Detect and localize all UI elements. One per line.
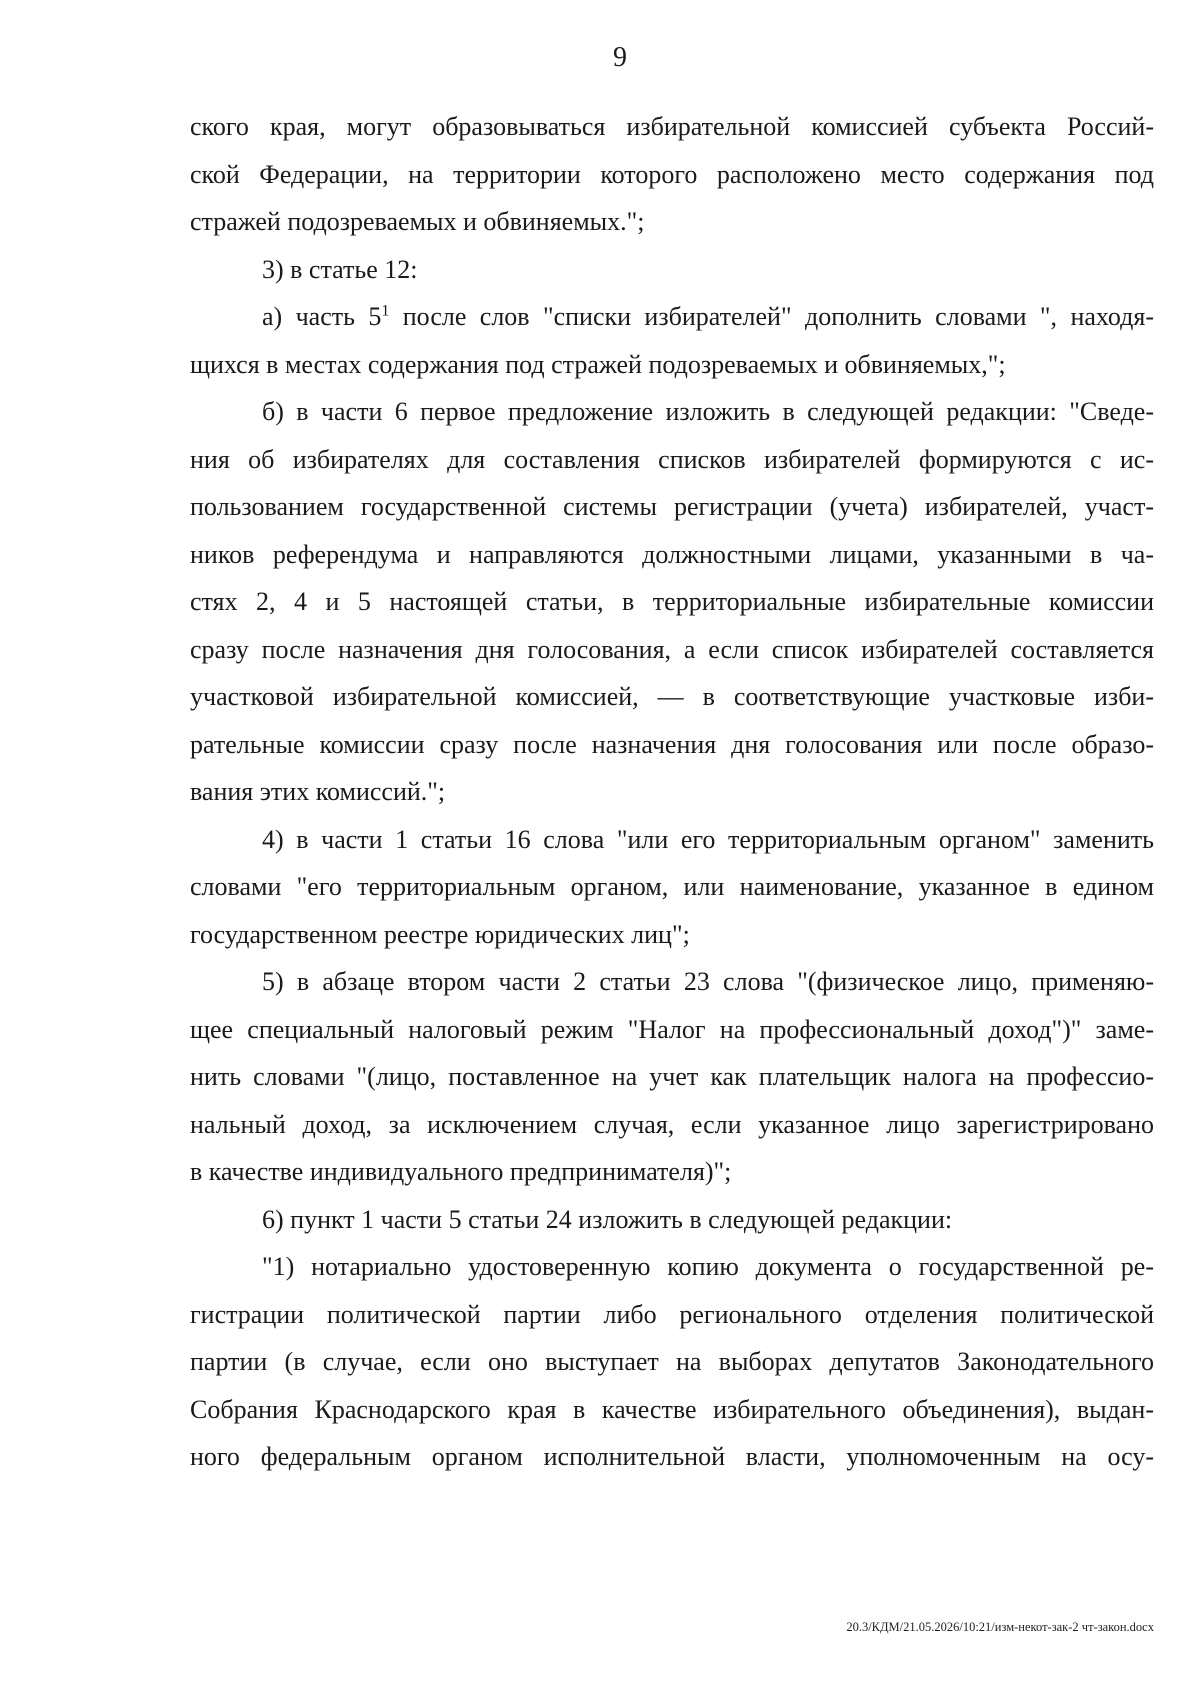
text-line: рательные комиссии сразу после назначения дня голосования или после образо- — [190, 729, 1154, 759]
text-line: "1) нотариально удостоверенную копию документа о государственной ре- — [262, 1252, 1154, 1281]
text-line: 4) в части 1 статьи 16 слова "или его территориальным органом" заменить — [262, 824, 1154, 854]
text-line: в качестве индивидуального предпринимателя)"; — [190, 1157, 732, 1186]
text-line: стражей подозреваемых и обвиняемых."; — [190, 207, 645, 236]
text-line: нить словами "(лицо, поставленное на учет как плательщик налога на профессио- — [190, 1062, 1154, 1091]
superscript: 1 — [381, 302, 390, 320]
text-line: стях 2, 4 и 5 настоящей статьи, в территориальные избирательные комиссии — [190, 587, 1154, 616]
text-line: ников референдума и направляются должностными лицами, указанными в ча- — [190, 539, 1154, 569]
text-line: партии (в случае, если оно выступает на выборах депутатов Законодательного — [190, 1347, 1154, 1376]
text-line: участковой избирательной комиссией, — в соответствующие участковые изби- — [190, 682, 1154, 711]
text-line: ного федеральным органом исполнительной власти, уполномоченным на осу- — [190, 1442, 1154, 1471]
text-line: государственном реестре юридических лиц"; — [190, 919, 690, 949]
text-line: пользованием государственной системы регистрации (учета) избирателей, участ- — [190, 492, 1154, 521]
text-segment: после слов "списки избирателей" дополнить словами ", находя- — [389, 302, 1155, 331]
paragraph-item-3a — [190, 293, 1154, 388]
text-line: 3) в статье 12: — [262, 254, 418, 284]
paragraph-item-6 — [190, 1196, 1154, 1244]
text-line: Собрания Краснодарского края в качестве избирательного объединения), выдан- — [190, 1394, 1154, 1424]
paragraph-item-5 — [190, 958, 1154, 1196]
text-line: 6) пункт 1 части 5 статьи 24 изложить в следующей редакции: — [262, 1204, 953, 1234]
paragraph-continuation — [190, 103, 1154, 246]
paragraph-item-3b — [190, 388, 1154, 816]
paragraph-quoted-wording — [190, 1243, 1154, 1481]
text-line: нальный доход, за исключением случая, если указанное лицо зарегистрировано — [190, 1109, 1154, 1139]
document-footer-filename: 20.3/КДМ/21.05.2026/10:21/изм-некот-зак-2 чт-закон.docx — [846, 1620, 1154, 1634]
text-segment: а) часть 5 — [262, 302, 382, 331]
text-line: сразу после назначения дня голосования, а если список избирателей составляется — [190, 634, 1154, 664]
text-line: щихся в местах содержания под стражей подозреваемых и обвиняемых,"; — [190, 349, 1006, 379]
text-line-with-superscript — [190, 293, 1154, 341]
text-line: гистрации политической партии либо регионального отделения политической — [190, 1299, 1154, 1329]
paragraph-item-3 — [190, 246, 1154, 294]
text-line: вания этих комиссий."; — [190, 777, 446, 806]
text-line: ского края, могут образовываться избирательной комиссией субъекта Россий- — [190, 112, 1154, 141]
text-line: щее специальный налоговый режим "Налог на профессиональный доход")" заме- — [190, 1014, 1154, 1044]
text-line: 5) в абзаце втором части 2 статьи 23 слова "(физическое лицо, применяю- — [262, 967, 1154, 996]
text-line: ской Федерации, на территории которого расположено место содержания под — [190, 159, 1154, 189]
text-line: б) в части 6 первое предложение изложить в следующей редакции: "Сведе- — [262, 397, 1154, 426]
text-line: словами "его территориальным органом, или наименование, указанное в едином — [190, 872, 1154, 901]
text-line: ния об избирателях для составления списков избирателей формируются с ис- — [190, 444, 1154, 474]
page-number: 9 — [613, 42, 627, 73]
paragraph-item-4 — [190, 816, 1154, 959]
document-body — [190, 103, 1154, 1481]
